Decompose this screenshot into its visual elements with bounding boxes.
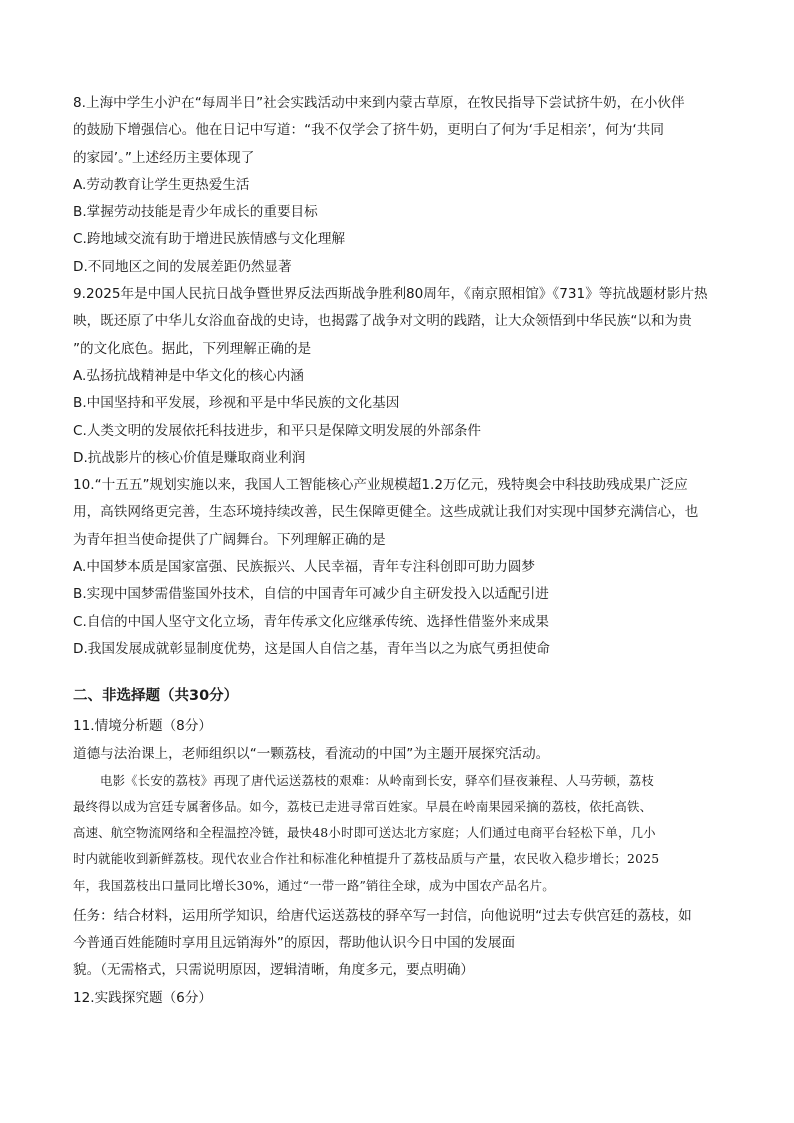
material-line: 时内就能收到新鲜荔枝。现代农业合作社和标准化种植提升了荔枝品质与产量，农民收入稳步增长；2025 bbox=[73, 851, 660, 867]
question-11 bbox=[73, 713, 723, 984]
task-line: 任务：结合材料，运用所学知识，给唐代运送荔枝的驿卒写一封信，向他说明“过去专供宫廷的荔枝，如 bbox=[73, 907, 692, 924]
question-stem: ”的文化底色。据此，下列理解正确的是 bbox=[73, 340, 312, 357]
question-stem: 8.上海中学生小沪在“每周半日”社会实践活动中来到内蒙古草原，在牧民指导下尝试挤牛奶，在小伙伴 bbox=[73, 95, 685, 111]
option-d: D.抗战影片的核心价值是赚取商业利润 bbox=[73, 449, 306, 466]
task-line: 今普通百姓能随时享用且远销海外”的原因，帮助他认识今日中国的发展面 bbox=[73, 935, 516, 952]
option-c: C.自信的中国人坚守文化立场，青年传承文化应继承传统、选择性借鉴外来成果 bbox=[73, 613, 549, 630]
question-stem: 为青年担当使命提供了广阔舞台。下列理解正确的是 bbox=[73, 531, 386, 548]
question-10 bbox=[73, 472, 723, 663]
material-line: 年，我国荔枝出口量同比增长30%，通过“一带一路”销往全球，成为中国农产品名片。 bbox=[73, 877, 555, 893]
option-b: B.中国坚持和平发展，珍视和平是中华民族的文化基因 bbox=[73, 395, 400, 412]
question-stem: 10.“十五五”规划实施以来，我国人工智能核心产业规模超1.2万亿元，残特奥会中科技助残成果广泛应 bbox=[73, 477, 688, 494]
option-d: D.不同地区之间的发展差距仍然显著 bbox=[73, 258, 292, 275]
option-d: D.我国发展成就彰显制度优势，这是国人自信之基，青年当以之为底气勇担使命 bbox=[73, 640, 550, 657]
exam-page bbox=[73, 90, 723, 1012]
question-8 bbox=[73, 90, 723, 281]
option-a: A.弘扬抗战精神是中华文化的核心内涵 bbox=[73, 367, 304, 384]
question-12 bbox=[73, 985, 723, 1012]
question-stem: 的鼓励下增强信心。他在日记中写道：“我不仅学会了挤牛奶，更明白了何为‘手足相亲’，何为‘共同 bbox=[73, 122, 664, 139]
task-line: 貌。（无需格式，只需说明原因，逻辑清晰，角度多元，要点明确） bbox=[73, 962, 475, 979]
question-9 bbox=[73, 281, 723, 472]
question-intro: 道德与法治课上，老师组织以“一颗荔枝，看流动的中国”为主题开展探究活动。 bbox=[73, 745, 550, 762]
material-line: 高速、航空物流网络和全程温控冷链，最快48小时即可送达北方家庭；人们通过电商平台轻松下单，几小 bbox=[73, 825, 656, 841]
question-stem: 的家园’。”上述经历主要体现了 bbox=[73, 149, 255, 166]
option-a: A.中国梦本质是国家富强、民族振兴、人民幸福，青年专注科创即可助力圆梦 bbox=[73, 559, 535, 576]
question-stem: 9.2025年是中国人民抗日战争暨世界反法西斯战争胜利80周年，《南京照相馆》《731》等抗战题材影片热 bbox=[73, 286, 708, 303]
option-b: B.掌握劳动技能是青少年成长的重要目标 bbox=[73, 204, 318, 221]
option-c: C.人类文明的发展依托科技进步，和平只是保障文明发展的外部条件 bbox=[73, 422, 482, 439]
material-line: 电影《长安的荔枝》再现了唐代运送荔枝的艰难：从岭南到长安，驿卒们昼夜兼程、人马劳顿，荔枝 bbox=[100, 772, 654, 788]
section-heading: 二、非选择题（共30分） bbox=[73, 688, 239, 705]
option-c: C.跨地域交流有助于增进民族情感与文化理解 bbox=[73, 231, 346, 248]
question-stem: 用，高铁网络更完善，生态环境持续改善，民生保障更健全。这些成就让我们对实现中国梦充满信心，也 bbox=[73, 504, 699, 521]
option-a: A.劳动教育让学生更热爱生活 bbox=[73, 176, 250, 193]
question-title: 12.实践探究题（6分） bbox=[73, 989, 213, 1006]
question-stem: 映，既还原了中华儿女浴血奋战的史诗，也揭露了战争对文明的践踏，让大众领悟到中华民族“以和为贵 bbox=[73, 313, 692, 330]
question-title: 11.情境分析题（8分） bbox=[73, 718, 213, 735]
option-b: B.实现中国梦需借鉴国外技术，自信的中国青年可减少自主研发投入以适配引进 bbox=[73, 586, 549, 603]
material-line: 最终得以成为宫廷专属奢侈品。如今，荔枝已走进寻常百姓家。早晨在岭南果园采摘的荔枝，依托高铁、 bbox=[73, 799, 653, 815]
material-block bbox=[73, 768, 723, 899]
